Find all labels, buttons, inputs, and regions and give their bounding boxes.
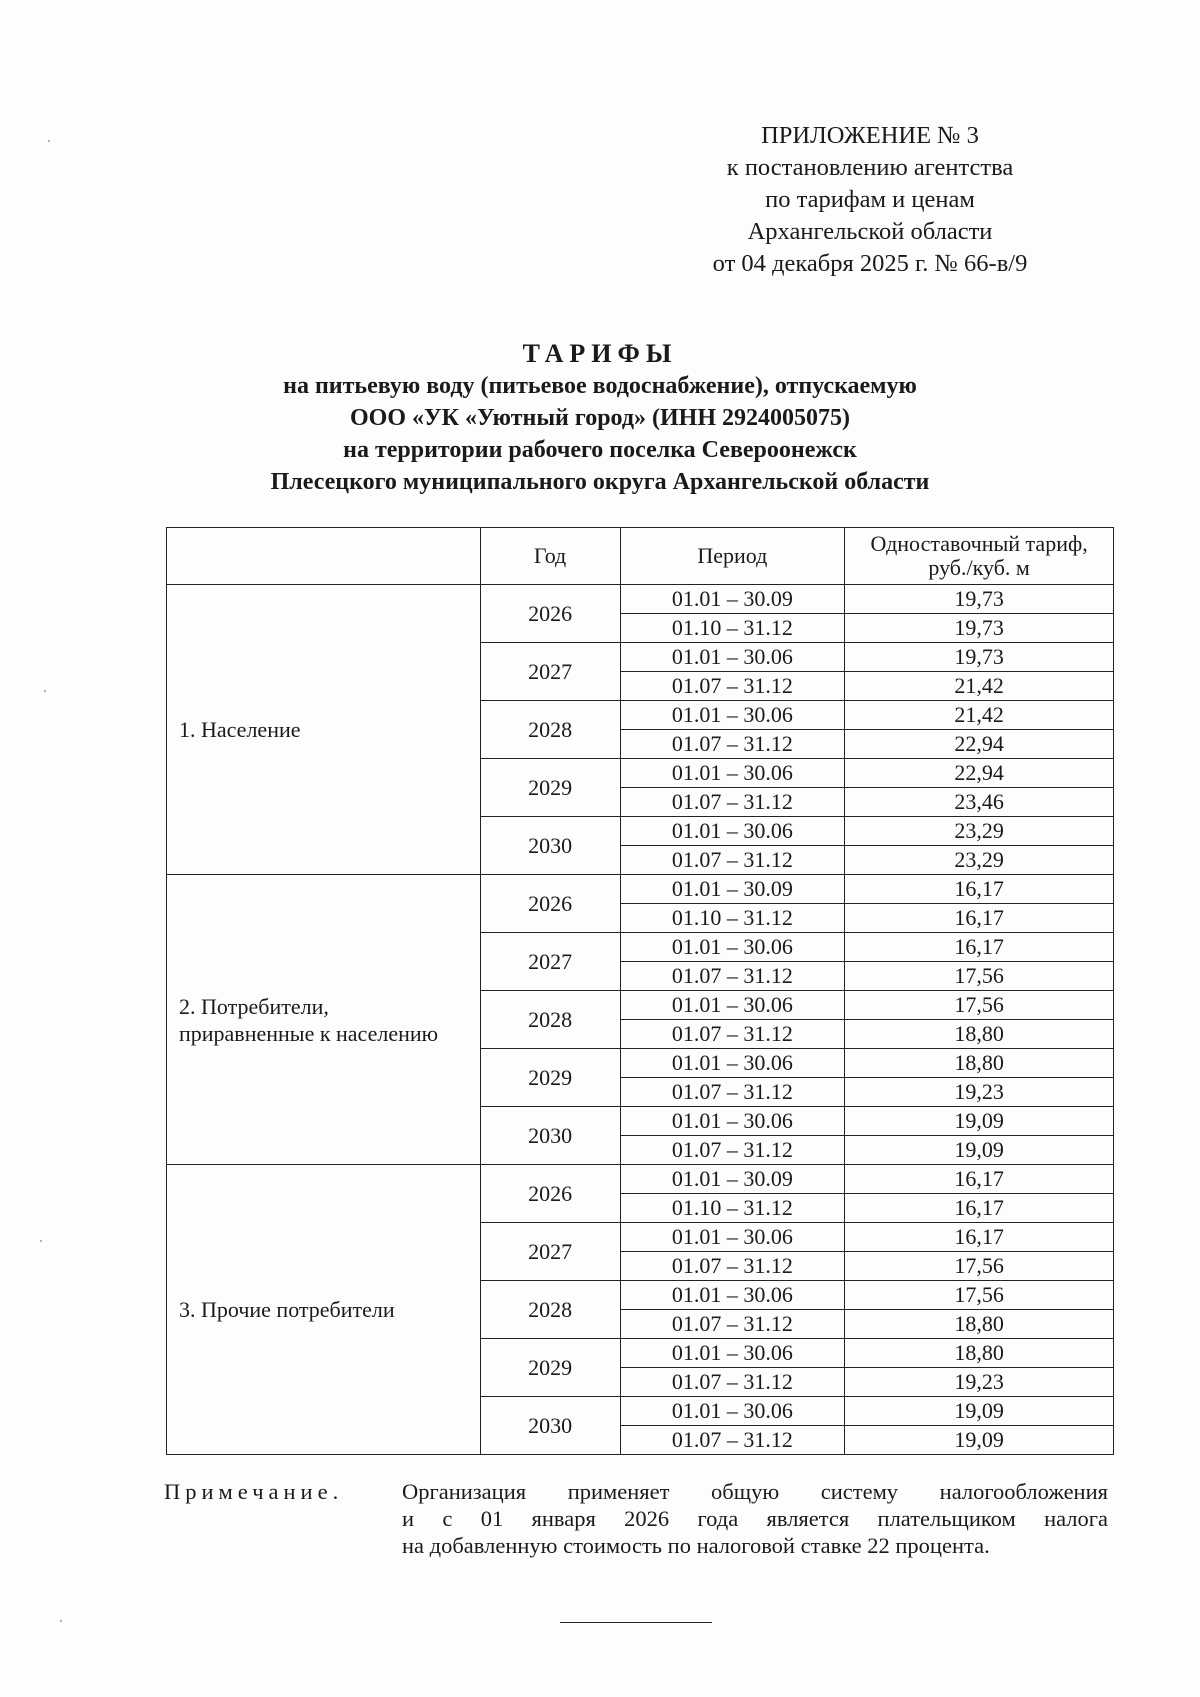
tariff-value-cell: 19,09 — [845, 1426, 1114, 1455]
tariff-value-cell: 23,29 — [845, 817, 1114, 846]
year-cell: 2029 — [480, 1339, 620, 1397]
tariff-value-cell: 22,94 — [845, 759, 1114, 788]
appendix-header — [640, 120, 1100, 280]
year-cell: 2027 — [480, 643, 620, 701]
tariff-table — [166, 527, 1114, 1455]
appendix-line: к постановлению агентства — [726, 154, 1014, 181]
period-cell: 01.01 – 30.06 — [620, 1339, 845, 1368]
period-cell: 01.07 – 31.12 — [620, 1020, 845, 1049]
category-cell — [167, 585, 481, 875]
year-cell: 2030 — [480, 1107, 620, 1165]
note-label: Примечание. — [164, 1479, 344, 1504]
period-cell: 01.07 – 31.12 — [620, 672, 845, 701]
category-label: 2. Потребители, — [179, 993, 329, 1019]
period-cell: 01.01 – 30.06 — [620, 933, 845, 962]
tariff-value-cell: 16,17 — [845, 1223, 1114, 1252]
period-cell: 01.07 – 31.12 — [620, 1136, 845, 1165]
year-cell: 2026 — [480, 585, 620, 643]
year-cell: 2030 — [480, 817, 620, 875]
scan-speck — [48, 140, 50, 142]
year-cell: 2030 — [480, 1397, 620, 1455]
appendix-line: Архангельской области — [747, 218, 993, 245]
title-line: на территории рабочего поселка Североонежск — [343, 437, 857, 463]
table-header-row — [167, 528, 1114, 585]
tariff-value-cell: 19,09 — [845, 1136, 1114, 1165]
year-cell: 2029 — [480, 1049, 620, 1107]
period-cell: 01.01 – 30.06 — [620, 1397, 845, 1426]
tariff-value-cell: 18,80 — [845, 1049, 1114, 1078]
header-category — [167, 528, 481, 585]
period-cell: 01.01 – 30.06 — [620, 1281, 845, 1310]
year-cell: 2029 — [480, 759, 620, 817]
period-cell: 01.01 – 30.06 — [620, 817, 845, 846]
tariff-value-cell: 18,80 — [845, 1339, 1114, 1368]
period-cell: 01.07 – 31.12 — [620, 1368, 845, 1397]
tariff-value-cell: 16,17 — [845, 1165, 1114, 1194]
tariff-value-cell: 17,56 — [845, 962, 1114, 991]
tariff-value-cell: 19,09 — [845, 1397, 1114, 1426]
year-cell: 2027 — [480, 933, 620, 991]
period-cell: 01.01 – 30.06 — [620, 991, 845, 1020]
table-row — [167, 585, 1114, 614]
scan-speck — [60, 1620, 62, 1622]
period-cell: 01.07 – 31.12 — [620, 1078, 845, 1107]
period-cell: 01.01 – 30.09 — [620, 875, 845, 904]
tariff-value-cell: 22,94 — [845, 730, 1114, 759]
note-text — [402, 1478, 1108, 1559]
period-cell: 01.07 – 31.12 — [620, 730, 845, 759]
tariff-value-cell: 21,42 — [845, 701, 1114, 730]
tariff-value-cell: 17,56 — [845, 1252, 1114, 1281]
year-cell: 2028 — [480, 701, 620, 759]
period-cell: 01.01 – 30.06 — [620, 759, 845, 788]
period-cell: 01.07 – 31.12 — [620, 788, 845, 817]
period-cell: 01.01 – 30.09 — [620, 585, 845, 614]
table-body — [167, 585, 1114, 1455]
period-cell: 01.10 – 31.12 — [620, 904, 845, 933]
header-tariff — [845, 528, 1114, 585]
tariff-value-cell: 19,23 — [845, 1078, 1114, 1107]
note-line: и с 01 января 2026 года является плательщиком налога — [402, 1506, 1108, 1531]
year-cell: 2028 — [480, 991, 620, 1049]
category-cell — [167, 875, 481, 1165]
table-row — [167, 875, 1114, 904]
end-rule — [560, 1622, 712, 1623]
category-label: 3. Прочие потребители — [179, 1297, 395, 1322]
category-label: приравненные к населению — [179, 1020, 439, 1046]
tariff-value-cell: 16,17 — [845, 1194, 1114, 1223]
category-cell — [167, 1165, 481, 1455]
period-cell: 01.07 – 31.12 — [620, 1252, 845, 1281]
title-line: ООО «УК «Уютный город» (ИНН 2924005075) — [350, 405, 850, 431]
year-cell: 2026 — [480, 1165, 620, 1223]
period-cell: 01.01 – 30.06 — [620, 1107, 845, 1136]
tariff-value-cell: 19,73 — [845, 585, 1114, 614]
scan-speck — [44, 690, 46, 692]
tariff-value-cell: 17,56 — [845, 991, 1114, 1020]
category-label: 1. Население — [179, 717, 301, 742]
year-cell: 2026 — [480, 875, 620, 933]
note-line: Организация применяет общую систему налогообложения — [402, 1479, 1108, 1504]
header-tariff-line1: Одноставочный тариф, — [870, 531, 1088, 556]
period-cell: 01.01 – 30.09 — [620, 1165, 845, 1194]
tariff-value-cell: 16,17 — [845, 875, 1114, 904]
header-period: Период — [620, 528, 845, 585]
title-heading: ТАРИФЫ — [522, 339, 678, 368]
year-cell: 2027 — [480, 1223, 620, 1281]
appendix-line: по тарифам и ценам — [765, 186, 975, 213]
header-year: Год — [480, 528, 620, 585]
title-line: на питьевую воду (питьевое водоснабжение), отпускаемую — [283, 373, 917, 399]
period-cell: 01.01 – 30.06 — [620, 1223, 845, 1252]
period-cell: 01.01 – 30.06 — [620, 1049, 845, 1078]
tariff-value-cell: 19,73 — [845, 614, 1114, 643]
year-cell: 2028 — [480, 1281, 620, 1339]
tariff-value-cell: 18,80 — [845, 1020, 1114, 1049]
document-title — [0, 338, 1200, 498]
table-row — [167, 1165, 1114, 1194]
tariff-value-cell: 23,46 — [845, 788, 1114, 817]
period-cell: 01.07 – 31.12 — [620, 962, 845, 991]
tariff-value-cell: 19,09 — [845, 1107, 1114, 1136]
appendix-date: от 04 декабря 2025 г. № 66-в/9 — [712, 250, 1028, 277]
title-line: Плесецкого муниципального округа Архангельской области — [270, 469, 930, 495]
tariff-value-cell: 19,73 — [845, 643, 1114, 672]
period-cell: 01.10 – 31.12 — [620, 1194, 845, 1223]
tariff-value-cell: 16,17 — [845, 904, 1114, 933]
tariff-value-cell: 18,80 — [845, 1310, 1114, 1339]
period-cell: 01.07 – 31.12 — [620, 1310, 845, 1339]
period-cell: 01.07 – 31.12 — [620, 846, 845, 875]
period-cell: 01.01 – 30.06 — [620, 701, 845, 730]
period-cell: 01.10 – 31.12 — [620, 614, 845, 643]
tariff-value-cell: 23,29 — [845, 846, 1114, 875]
scan-speck — [40, 1240, 42, 1242]
period-cell: 01.07 – 31.12 — [620, 1426, 845, 1455]
tariff-value-cell: 19,23 — [845, 1368, 1114, 1397]
appendix-number: ПРИЛОЖЕНИЕ № 3 — [761, 122, 979, 149]
tariff-value-cell: 21,42 — [845, 672, 1114, 701]
period-cell: 01.01 – 30.06 — [620, 643, 845, 672]
header-tariff-line2: руб./куб. м — [928, 555, 1030, 580]
note-line: на добавленную стоимость по налоговой ставке 22 процента. — [402, 1533, 990, 1558]
tariff-value-cell: 16,17 — [845, 933, 1114, 962]
tariff-value-cell: 17,56 — [845, 1281, 1114, 1310]
